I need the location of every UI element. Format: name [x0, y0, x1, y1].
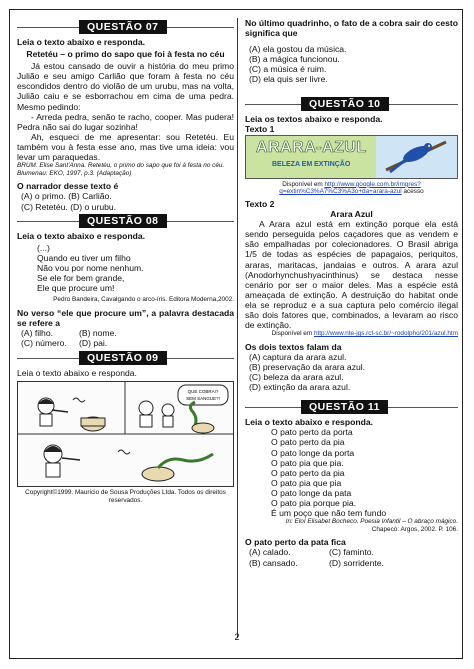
source-2-prefix: Disponível em [271, 330, 314, 338]
banner-title: ARARA-AZUL [256, 138, 367, 156]
poem-line: O pato pia que pia. [271, 457, 344, 468]
column-divider [237, 18, 238, 638]
q09-comic-credit: Copyright©1999. Mauricio de Sousa Produções Ltda. Todos os direitos reservados. [25, 489, 226, 504]
q11-option-d[interactable]: (D) sorridente. [329, 557, 384, 568]
q08-options [21, 328, 117, 348]
arara-azul-banner [245, 135, 458, 179]
macaw-illustration [376, 136, 456, 176]
banner-illustration [376, 136, 457, 178]
speech-balloon-text: SEM SANGUE?! [186, 396, 220, 402]
question-07-header [17, 20, 234, 34]
question-10-label: QUESTÃO 10 [301, 97, 389, 111]
q07-paragraph-1: Já estou cansado de ouvir a história do meu primo Julião e seu amigo Carlião que foram à festa no céu escondidos dentro do violão de um urubu, mas na volta, Julião caiu e se esborrachou em cima de uma pedra. Mesmo pedindo: [17, 61, 234, 112]
poem-line: O pato longe da porta [271, 447, 355, 458]
source-1-link[interactable]: http://www.google.com.br/imgres?q=extin%C3%A7%C3%A3o+da+arara-azul [279, 180, 421, 196]
q09-options [245, 44, 458, 84]
q09-option-a[interactable]: (A) ela gostou da música. [249, 44, 347, 55]
poem-line: Não vou por nome nenhum. [37, 262, 144, 273]
q08-poem [17, 243, 234, 293]
comic-strip [17, 381, 234, 487]
q10-options [245, 352, 458, 392]
poem-line: Ele que procure um! [37, 283, 115, 294]
question-09-header [17, 351, 234, 365]
right-column [245, 18, 458, 568]
q08-source: Pedro Bandeira, Cavalgando o arco-íris. Editora Moderna,2002. [53, 296, 234, 304]
q10-text1-label: Texto 1 [245, 123, 275, 134]
poem-line: O pato pia porque pia. [271, 497, 357, 508]
question-08-label: QUESTÃO 08 [79, 214, 167, 228]
q10-option-c[interactable]: (C) beleza da arara azul. [249, 372, 344, 383]
q08-option-a[interactable]: (A) filho. [21, 327, 53, 338]
q08-option-c[interactable]: (C) número. [21, 338, 67, 349]
q10-question: Os dois textos falam da [245, 341, 342, 352]
poem-line: O pato perto da porta [271, 427, 353, 438]
poem-line: É um poço que não tem fundo [271, 508, 387, 519]
q07-instruction: Leia o texto abaixo e responda. [17, 37, 145, 47]
q11-option-a[interactable]: (A) calado. [249, 547, 291, 558]
source-1-prefix: Disponível em [282, 180, 325, 188]
q10-option-a[interactable]: (A) captura da arara azul. [249, 351, 347, 362]
q11-question: O pato perto da pata fica [245, 537, 346, 548]
speech-balloon-text: QUE COBRA!? [187, 389, 219, 395]
q08-instruction: Leia o texto abaixo e responda. [17, 230, 145, 241]
source-2-link[interactable]: http://www.nte-jgs.rct-sc.br/~rodolpho/201/azul.htm [313, 330, 458, 338]
q08-option-b[interactable]: (B) nome. [79, 327, 117, 338]
question-10-header [245, 97, 458, 111]
q08-option-d[interactable]: (D) pai. [79, 338, 108, 349]
q10-instruction: Leia os textos abaixo e responda. [245, 113, 383, 124]
page-number: 2 [234, 632, 240, 642]
q11-source-line-1: In: Eloí Elisabet Bocheco. Poesia Infantil – O abraço mágico. [285, 518, 458, 526]
q10-text2-body: A Arara azul está em extinção porque ela está sendo perseguida pelos caçadores que as vendem e são empalhadas por colecionadores. O Brasil abriga 1/5 de todas as espécies de papagaios, periquitos, araras, maritacas, jandaias e outros. A arara azul (Anodorhynchushyacinthinus) se destaca nesse cenário por ser o maior deles. Mas a espécie está ameaçada de extinção. A destruição do habitat onde ela se reproduz e a sua captura pelo comércio ilegal são dois fatores que, combinados, a levaram ao risco de extinção. [245, 219, 458, 331]
source-1-suffix: acesso [401, 188, 424, 196]
question-11-header [245, 400, 458, 414]
poem-line: (...) [37, 242, 50, 253]
banner-title-area [246, 136, 376, 178]
poem-line: O pato perto da pia [271, 437, 345, 448]
q09-question: No último quadrinho, o fato de a cobra sair do cesto significa que [245, 18, 458, 39]
question-08-header [17, 214, 234, 228]
q07-option-line-2[interactable]: (C) Retetéu. (D) o urubu. [21, 201, 117, 212]
q11-option-b[interactable]: (B) cansado. [249, 557, 298, 568]
q11-poem [245, 427, 458, 518]
q10-text2-label: Texto 2 [245, 198, 275, 209]
q09-option-b[interactable]: (B) a mágica funcionou. [249, 54, 340, 65]
q08-question: No verso “ele que procure um”, a palavra destacada se refere a [17, 307, 234, 328]
q11-options [249, 547, 384, 567]
poem-line: O pato longe da pata [271, 487, 352, 498]
q10-text2-title: Arara Azul [330, 209, 373, 220]
question-07-label: QUESTÃO 07 [79, 20, 167, 34]
left-column [17, 18, 234, 504]
q07-text-title: Retetéu – o primo do sapo que foi à festa no céu [26, 49, 225, 60]
question-11-label: QUESTÃO 11 [301, 400, 388, 414]
q09-instruction: Leia o texto abaixo e responda. [17, 368, 137, 379]
comic-illustration [18, 382, 233, 486]
banner-subtitle: BELEZA EM EXTINÇÃO [272, 160, 351, 168]
q07-paragraph-2: - Arreda pedra, senão te racho, cooper. Mas pudera! Pedra não sai do lugar sozinha! [17, 111, 234, 132]
poem-line: O pato perto da pia [271, 467, 345, 478]
q09-option-c[interactable]: (C) a música é ruim. [249, 64, 327, 75]
q10-source-2 [245, 330, 458, 338]
q11-source-line-2: Chapecó: Argos, 2002. P. 106. [371, 525, 458, 533]
q11-option-c[interactable]: (C) faminto. [329, 547, 374, 558]
q07-paragraph-3: Ah, esqueci de me apresentar: sou Retetéu. Eu também vou à festa esse ano, mas tive uma ideia: vou levar um paraquedas. [17, 131, 234, 163]
q10-source-1 [245, 181, 458, 196]
q11-instruction: Leia o texto abaixo e responda. [245, 417, 373, 428]
q09-option-d[interactable]: (D) ela quis ser livre. [249, 74, 328, 85]
q07-option-line-1[interactable]: (A) o primo. (B) Carlião. [21, 191, 112, 202]
q10-option-d[interactable]: (D) extinção da arara azul. [249, 382, 351, 393]
q10-option-b[interactable]: (B) preservação da arara azul. [249, 361, 366, 372]
q07-question: O narrador desse texto é [17, 181, 119, 192]
poem-line: Quando eu tiver um filho [37, 252, 131, 263]
question-09-label: QUESTÃO 09 [79, 351, 167, 365]
q07-source: BRUM. Elise Sant'Anna. Retetéu, o primo do sapo que foi à festa no céu. Blumenau: EKO, 1997, p.3. (Adaptação) [17, 162, 225, 177]
poem-line: Se ele for bem grande, [37, 272, 125, 283]
poem-line: O pato pia que pia [271, 477, 342, 488]
